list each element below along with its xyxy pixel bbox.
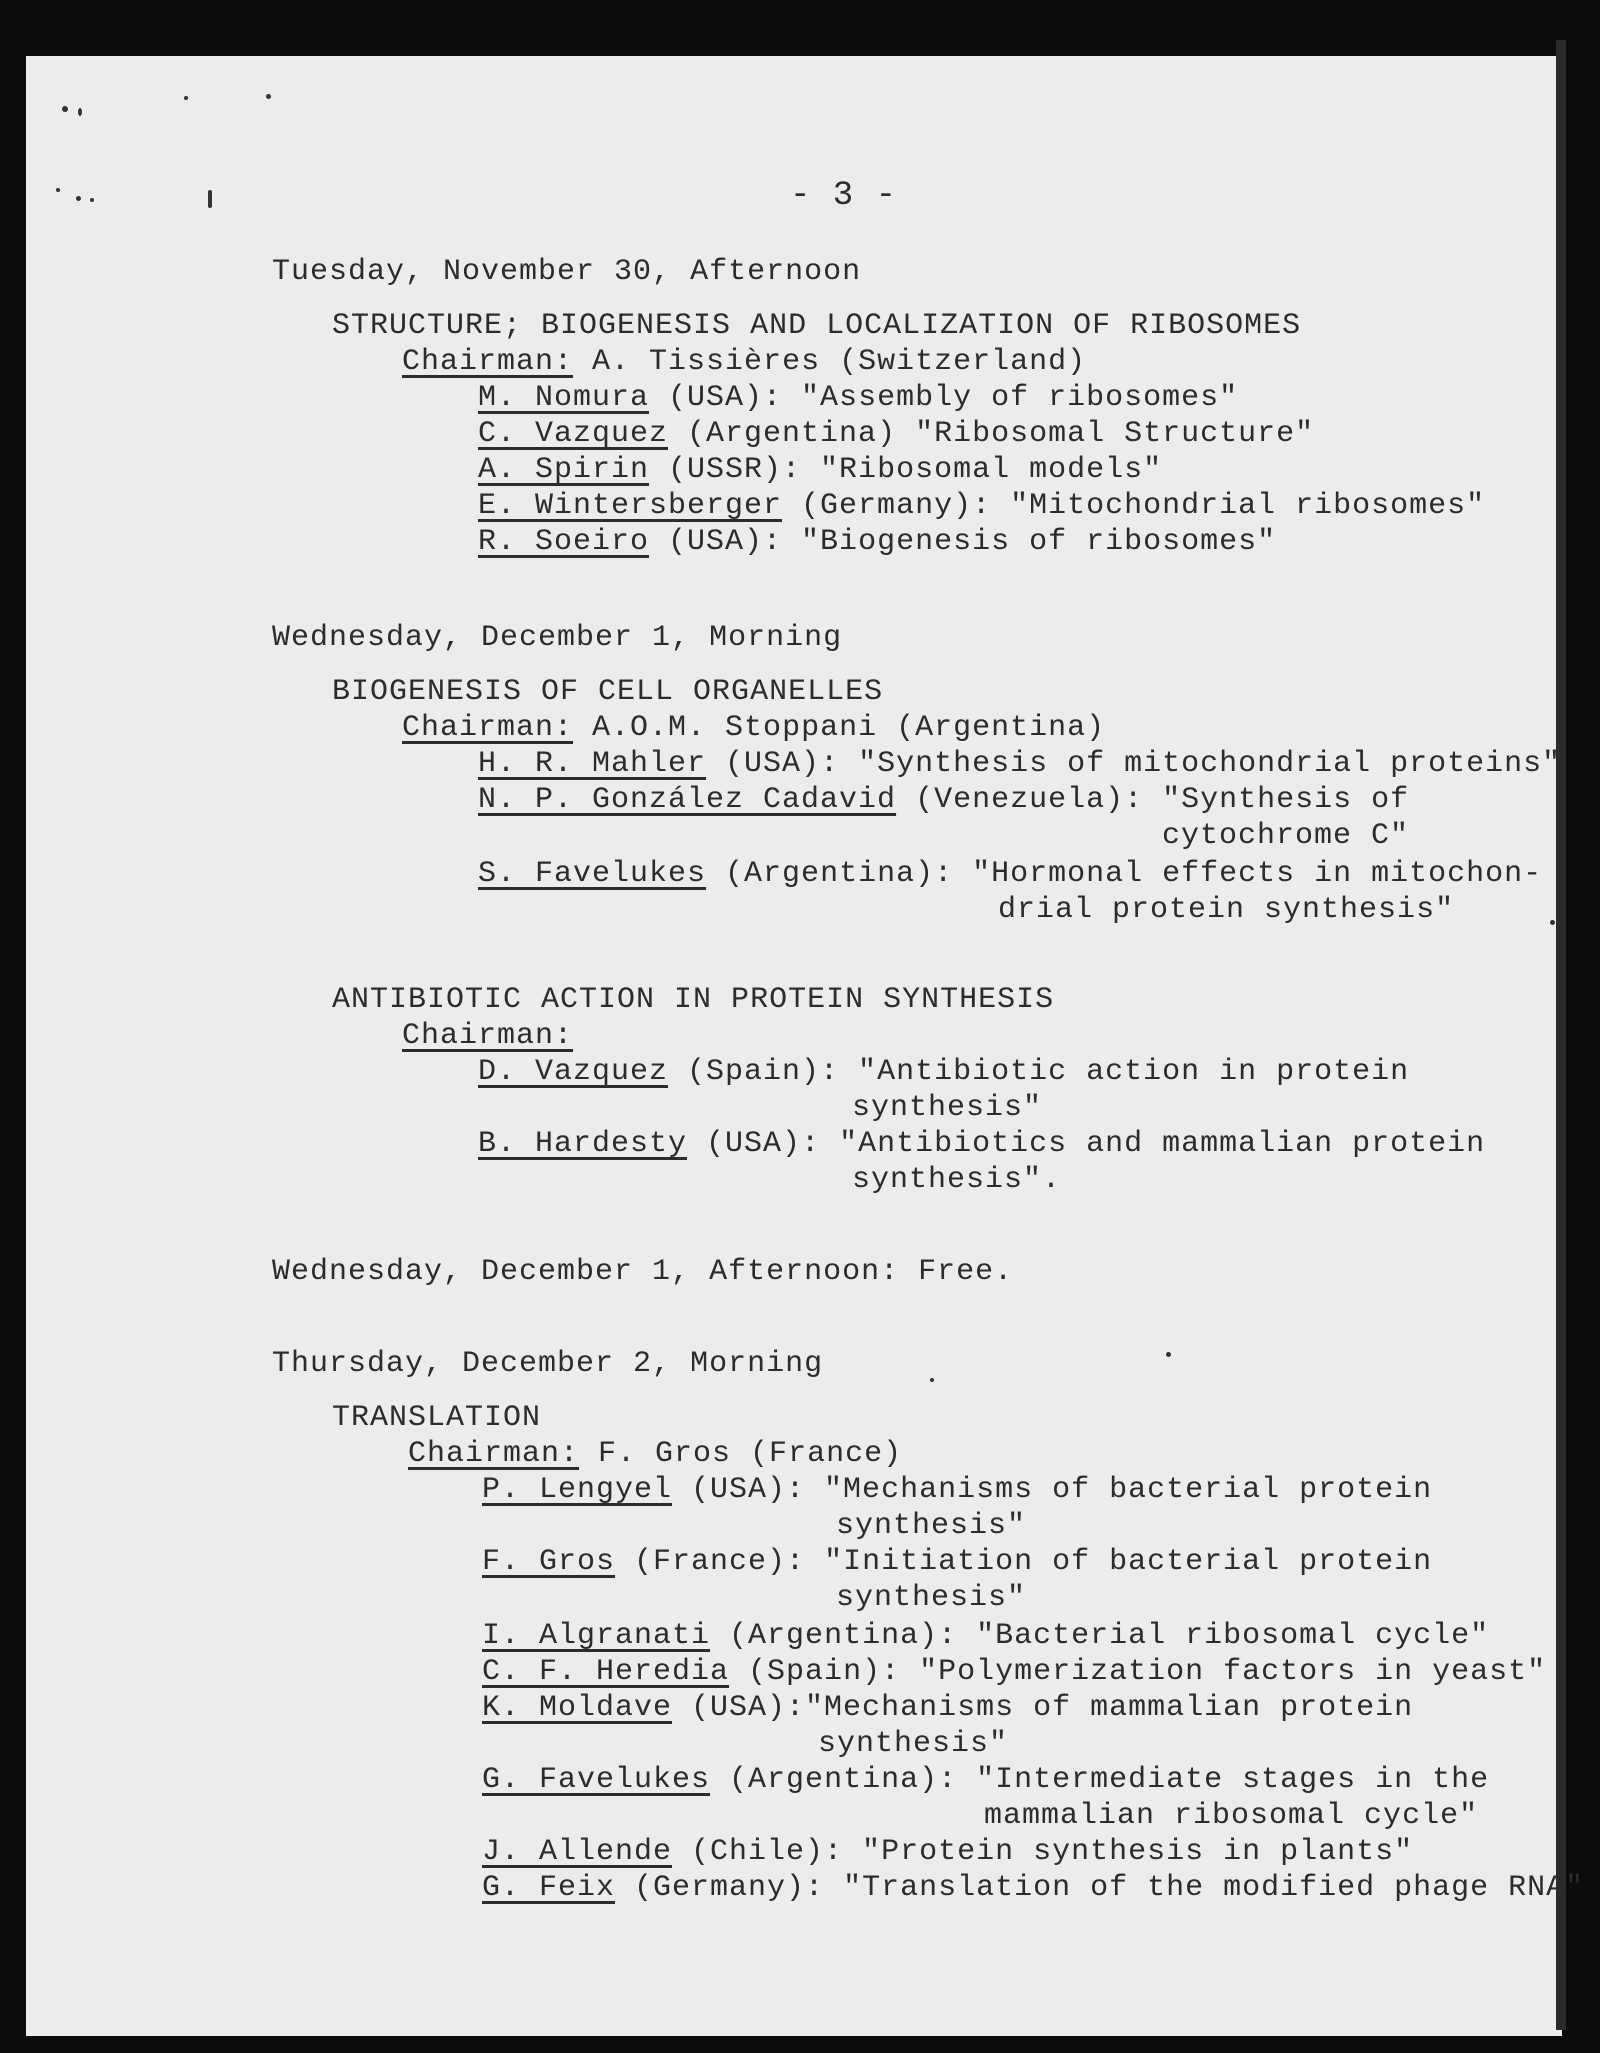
speaker: H. R. Mahler [478, 747, 707, 781]
talk-detail: (Spain): "Antibiotic action in protein [668, 1055, 1410, 1089]
talk-detail: (Venezuela): "Synthesis of [896, 783, 1410, 817]
session-heading: Tuesday, November 30, Afternoon [272, 255, 862, 289]
scan-speck [56, 188, 60, 192]
talk-detail: (Germany): "Mitochondrial ribosomes" [782, 489, 1486, 523]
talk-entry [478, 416, 1314, 452]
speaker: K. Moldave [482, 1691, 673, 1725]
talk-detail: (USA): "Biogenesis of ribosomes" [649, 525, 1277, 559]
speaker: A. Spirin [478, 453, 650, 487]
talk-continuation: synthesis" [836, 1581, 1027, 1615]
speaker: P. Lengyel [482, 1473, 673, 1507]
chairman-line [402, 344, 1086, 380]
scan-speck [208, 190, 212, 208]
talk-entry [478, 380, 1238, 416]
speaker: I. Algranati [482, 1619, 711, 1653]
speaker: C. F. Heredia [482, 1655, 730, 1689]
topic-title: ANTIBIOTIC ACTION IN PROTEIN SYNTHESIS [332, 983, 1055, 1017]
talk-continuation: synthesis". [852, 1163, 1062, 1197]
session-heading: Wednesday, December 1, Morning [272, 621, 843, 655]
talk-continuation: synthesis" [818, 1727, 1009, 1761]
talk-continuation: cytochrome C" [1162, 819, 1410, 853]
scan-speck [90, 198, 94, 202]
talk-detail: (USA): "Mechanisms of bacterial protein [672, 1473, 1433, 1507]
talk-detail: (USA): "Antibiotics and mammalian protein [687, 1127, 1486, 1161]
session-heading: Thursday, December 2, Morning [272, 1347, 824, 1381]
talk-entry [482, 1762, 1489, 1798]
scan-speck [1550, 920, 1555, 925]
speaker: G. Feix [482, 1871, 616, 1905]
topic-title: STRUCTURE; BIOGENESIS AND LOCALIZATION OF RIBOSOMES [332, 309, 1302, 343]
page-edge-shadow [1556, 40, 1566, 2030]
talk-continuation: mammalian ribosomal cycle" [984, 1799, 1479, 1833]
chairman-line [402, 710, 1105, 746]
speaker: R. Soeiro [478, 525, 650, 559]
talk-continuation: drial protein synthesis" [998, 893, 1455, 927]
scan-speck [1166, 1352, 1171, 1357]
chairman-name: F. Gros (France) [579, 1437, 903, 1471]
chairman-label: Chairman: [402, 345, 574, 379]
topic-title: BIOGENESIS OF CELL ORGANELLES [332, 675, 884, 709]
talk-entry [478, 782, 1409, 818]
chairman-label: Chairman: [408, 1437, 580, 1471]
talk-detail: (Spain): "Polymerization factors in yeast" [729, 1655, 1547, 1689]
speaker: J. Allende [482, 1835, 673, 1869]
talk-detail: (USSR): "Ribosomal models" [649, 453, 1163, 487]
talk-entry [478, 1126, 1485, 1162]
chairman-label: Chairman: [402, 1019, 574, 1053]
talk-entry [482, 1544, 1432, 1580]
speaker: D. Vazquez [478, 1055, 669, 1089]
topic-title: TRANSLATION [332, 1401, 542, 1435]
talk-entry [478, 856, 1542, 892]
talk-detail: (Chile): "Protein synthesis in plants" [672, 1835, 1414, 1869]
talk-detail: (France): "Initiation of bacterial protein [615, 1545, 1433, 1579]
speaker: M. Nomura [478, 381, 650, 415]
talk-detail: (Argentina) "Ribosomal Structure" [668, 417, 1315, 451]
talk-entry [478, 524, 1276, 560]
chairman-line [408, 1436, 902, 1472]
chairman-line [402, 1018, 573, 1054]
scan-speck [184, 96, 188, 100]
talk-detail: (Argentina): "Bacterial ribosomal cycle" [710, 1619, 1490, 1653]
talk-entry [478, 452, 1162, 488]
session-heading: Wednesday, December 1, Afternoon: Free. [272, 1255, 1014, 1289]
talk-detail: (Germany): "Translation of the modified phage RNA" [615, 1871, 1585, 1905]
talk-detail: (USA): "Assembly of ribosomes" [649, 381, 1239, 415]
talk-continuation: synthesis" [852, 1091, 1043, 1125]
speaker: N. P. González Cadavid [478, 783, 897, 817]
talk-detail: (USA): "Synthesis of mitochondrial proteins" [706, 747, 1562, 781]
talk-entry [482, 1472, 1432, 1508]
scan-speck [62, 106, 68, 112]
talk-entry [482, 1870, 1584, 1906]
page-number: - 3 - [790, 177, 898, 215]
talk-detail: (Argentina): "Hormonal effects in mitochon- [706, 857, 1543, 891]
talk-entry [478, 488, 1485, 524]
talk-entry [478, 746, 1561, 782]
speaker: S. Favelukes [478, 857, 707, 891]
speaker: E. Wintersberger [478, 489, 783, 523]
scan-speck [76, 196, 81, 201]
chairman-label: Chairman: [402, 711, 574, 745]
speaker: C. Vazquez [478, 417, 669, 451]
scan-speck [930, 1378, 934, 1382]
scan-speck [266, 94, 271, 99]
chairman-name: A.O.M. Stoppani (Argentina) [573, 711, 1106, 745]
talk-entry [482, 1618, 1489, 1654]
speaker: F. Gros [482, 1545, 616, 1579]
talk-entry [482, 1654, 1546, 1690]
chairman-name: A. Tissières (Switzerland) [573, 345, 1087, 379]
talk-continuation: synthesis" [836, 1509, 1027, 1543]
speaker: G. Favelukes [482, 1763, 711, 1797]
talk-detail: (Argentina): "Intermediate stages in the [710, 1763, 1490, 1797]
talk-detail: (USA):"Mechanisms of mammalian protein [672, 1691, 1414, 1725]
talk-entry [482, 1690, 1413, 1726]
talk-entry [478, 1054, 1409, 1090]
speaker: B. Hardesty [478, 1127, 688, 1161]
scan-speck [78, 108, 82, 116]
talk-entry [482, 1834, 1413, 1870]
